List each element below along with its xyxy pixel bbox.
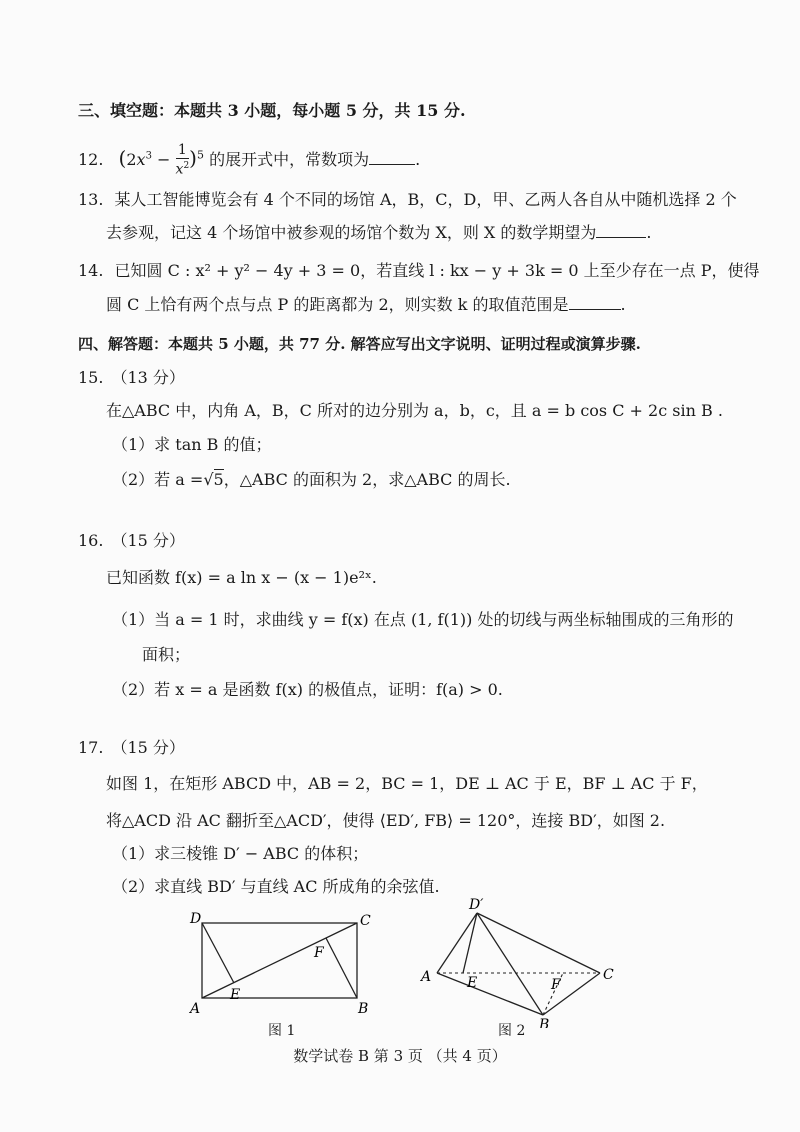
- fig2-label-b: B: [539, 1017, 550, 1028]
- fig1-label-a: A: [190, 1001, 201, 1017]
- question-13-line2: 去参观，记这 4 个场馆中被参观的场馆个数为 X，则 X 的数学期望为 .: [106, 223, 652, 242]
- q12-text: 的展开式中，常数项为: [209, 149, 370, 169]
- figure-1-caption: 图 1: [268, 1023, 296, 1039]
- fig2-edge-ad: [437, 913, 477, 973]
- fig2-edge-de: [463, 913, 477, 973]
- question-17-part2: （2）求直线 BD′ 与直线 AC 所成角的余弦值.: [112, 877, 440, 896]
- question-16-part1-line2: 面积；: [142, 645, 191, 664]
- question-12: 12. ($2x^3$ − $\frac{1}{x^2}$ )$^5$ 的展开式中，常数项为 .: [78, 142, 421, 178]
- question-16-part2: （2）若 x = a 是函数 f(x) 的极值点，证明：f(a) > 0.: [112, 680, 503, 699]
- question-17-part1: （1）求三棱锥 D′ − ABC 的体积；: [112, 844, 369, 863]
- figure-1: [180, 905, 380, 1025]
- q13-answer-blank[interactable]: [596, 223, 646, 238]
- question-16-stem: 已知函数 f(x) = a ln x − (x − 1)e²ˣ.: [106, 568, 377, 587]
- question-15-part2: （2）若 a =√5，△ABC 的面积为 2，求△ABC 的周长.: [112, 470, 511, 489]
- fig1-label-f: F: [314, 945, 324, 961]
- fig2-edge-dc: [477, 913, 600, 973]
- fig1-diagonal-ac: [202, 923, 357, 998]
- page-footer: 数学试卷 B 第 3 页 （共 4 页）: [293, 1047, 507, 1065]
- q12-answer-blank[interactable]: [369, 150, 415, 165]
- q14-answer-blank[interactable]: [569, 295, 621, 310]
- fig2-label-e: E: [467, 975, 478, 991]
- q12-expression: ($2x^3$ − $\frac{1}{x^2}$ )$^5$: [118, 142, 204, 178]
- fig2-edge-db: [477, 913, 543, 1015]
- fig1-label-e: E: [230, 987, 241, 1003]
- fig2-label-f: F: [551, 977, 561, 993]
- fig1-label-d: D: [190, 911, 202, 927]
- question-17-header: 17. （15 分）: [78, 738, 185, 757]
- fig1-segment-de: [202, 923, 234, 983]
- figure-2-caption: 图 2: [498, 1023, 526, 1039]
- question-16-part1-line1: （1）当 a = 1 时，求曲线 y = f(x) 在点 (1, f(1)) 处的切线与两坐标轴围成的三角形的: [112, 610, 734, 629]
- section-4-heading: 四、解答题：本题共 5 小题，共 77 分. 解答应写出文字说明、证明过程或演算步骤.: [78, 335, 641, 353]
- figure-2: [415, 893, 625, 1028]
- question-17-line2: 将△ACD 沿 AC 翻折至△ACD′，使得 ⟨ED′, FB⟩ = 120°，连接 BD′，如图 2.: [106, 811, 666, 830]
- fig1-label-c: C: [360, 913, 371, 929]
- section-3-heading: 三、填空题：本题共 3 小题，每小题 5 分，共 15 分.: [78, 101, 466, 120]
- fig2-label-c: C: [603, 967, 614, 983]
- fig2-edge-ab: [437, 973, 543, 1015]
- question-13-line1: 13. 某人工智能博览会有 4 个不同的场馆 A，B，C，D，甲、乙两人各自从中随机选择 2 个: [78, 190, 737, 209]
- question-15-header: 15. （13 分）: [78, 368, 185, 387]
- fig2-label-a: A: [421, 969, 432, 985]
- q12-number: 12.: [78, 149, 104, 169]
- question-17-line1: 如图 1，在矩形 ABCD 中，AB = 2，BC = 1，DE ⊥ AC 于 E，BF ⊥ AC 于 F，: [106, 774, 708, 793]
- fig2-label-d: D′: [469, 897, 484, 913]
- fig1-label-b: B: [358, 1001, 369, 1017]
- question-15-stem: 在△ABC 中，内角 A，B，C 所对的边分别为 a，b，c，且 a = b cos C + 2c sin B .: [106, 401, 723, 420]
- question-16-header: 16. （15 分）: [78, 531, 185, 550]
- question-14-line2: 圆 C 上恰有两个点与点 P 的距离都为 2，则实数 k 的取值范围是 .: [106, 295, 626, 314]
- question-15-part1: （1）求 tan B 的值；: [112, 435, 272, 454]
- question-14-line1: 14. 已知圆 C : x² + y² − 4y + 3 = 0，若直线 l : kx − y + 3k = 0 上至少存在一点 P，使得: [78, 261, 760, 280]
- fig1-segment-bf: [326, 938, 357, 998]
